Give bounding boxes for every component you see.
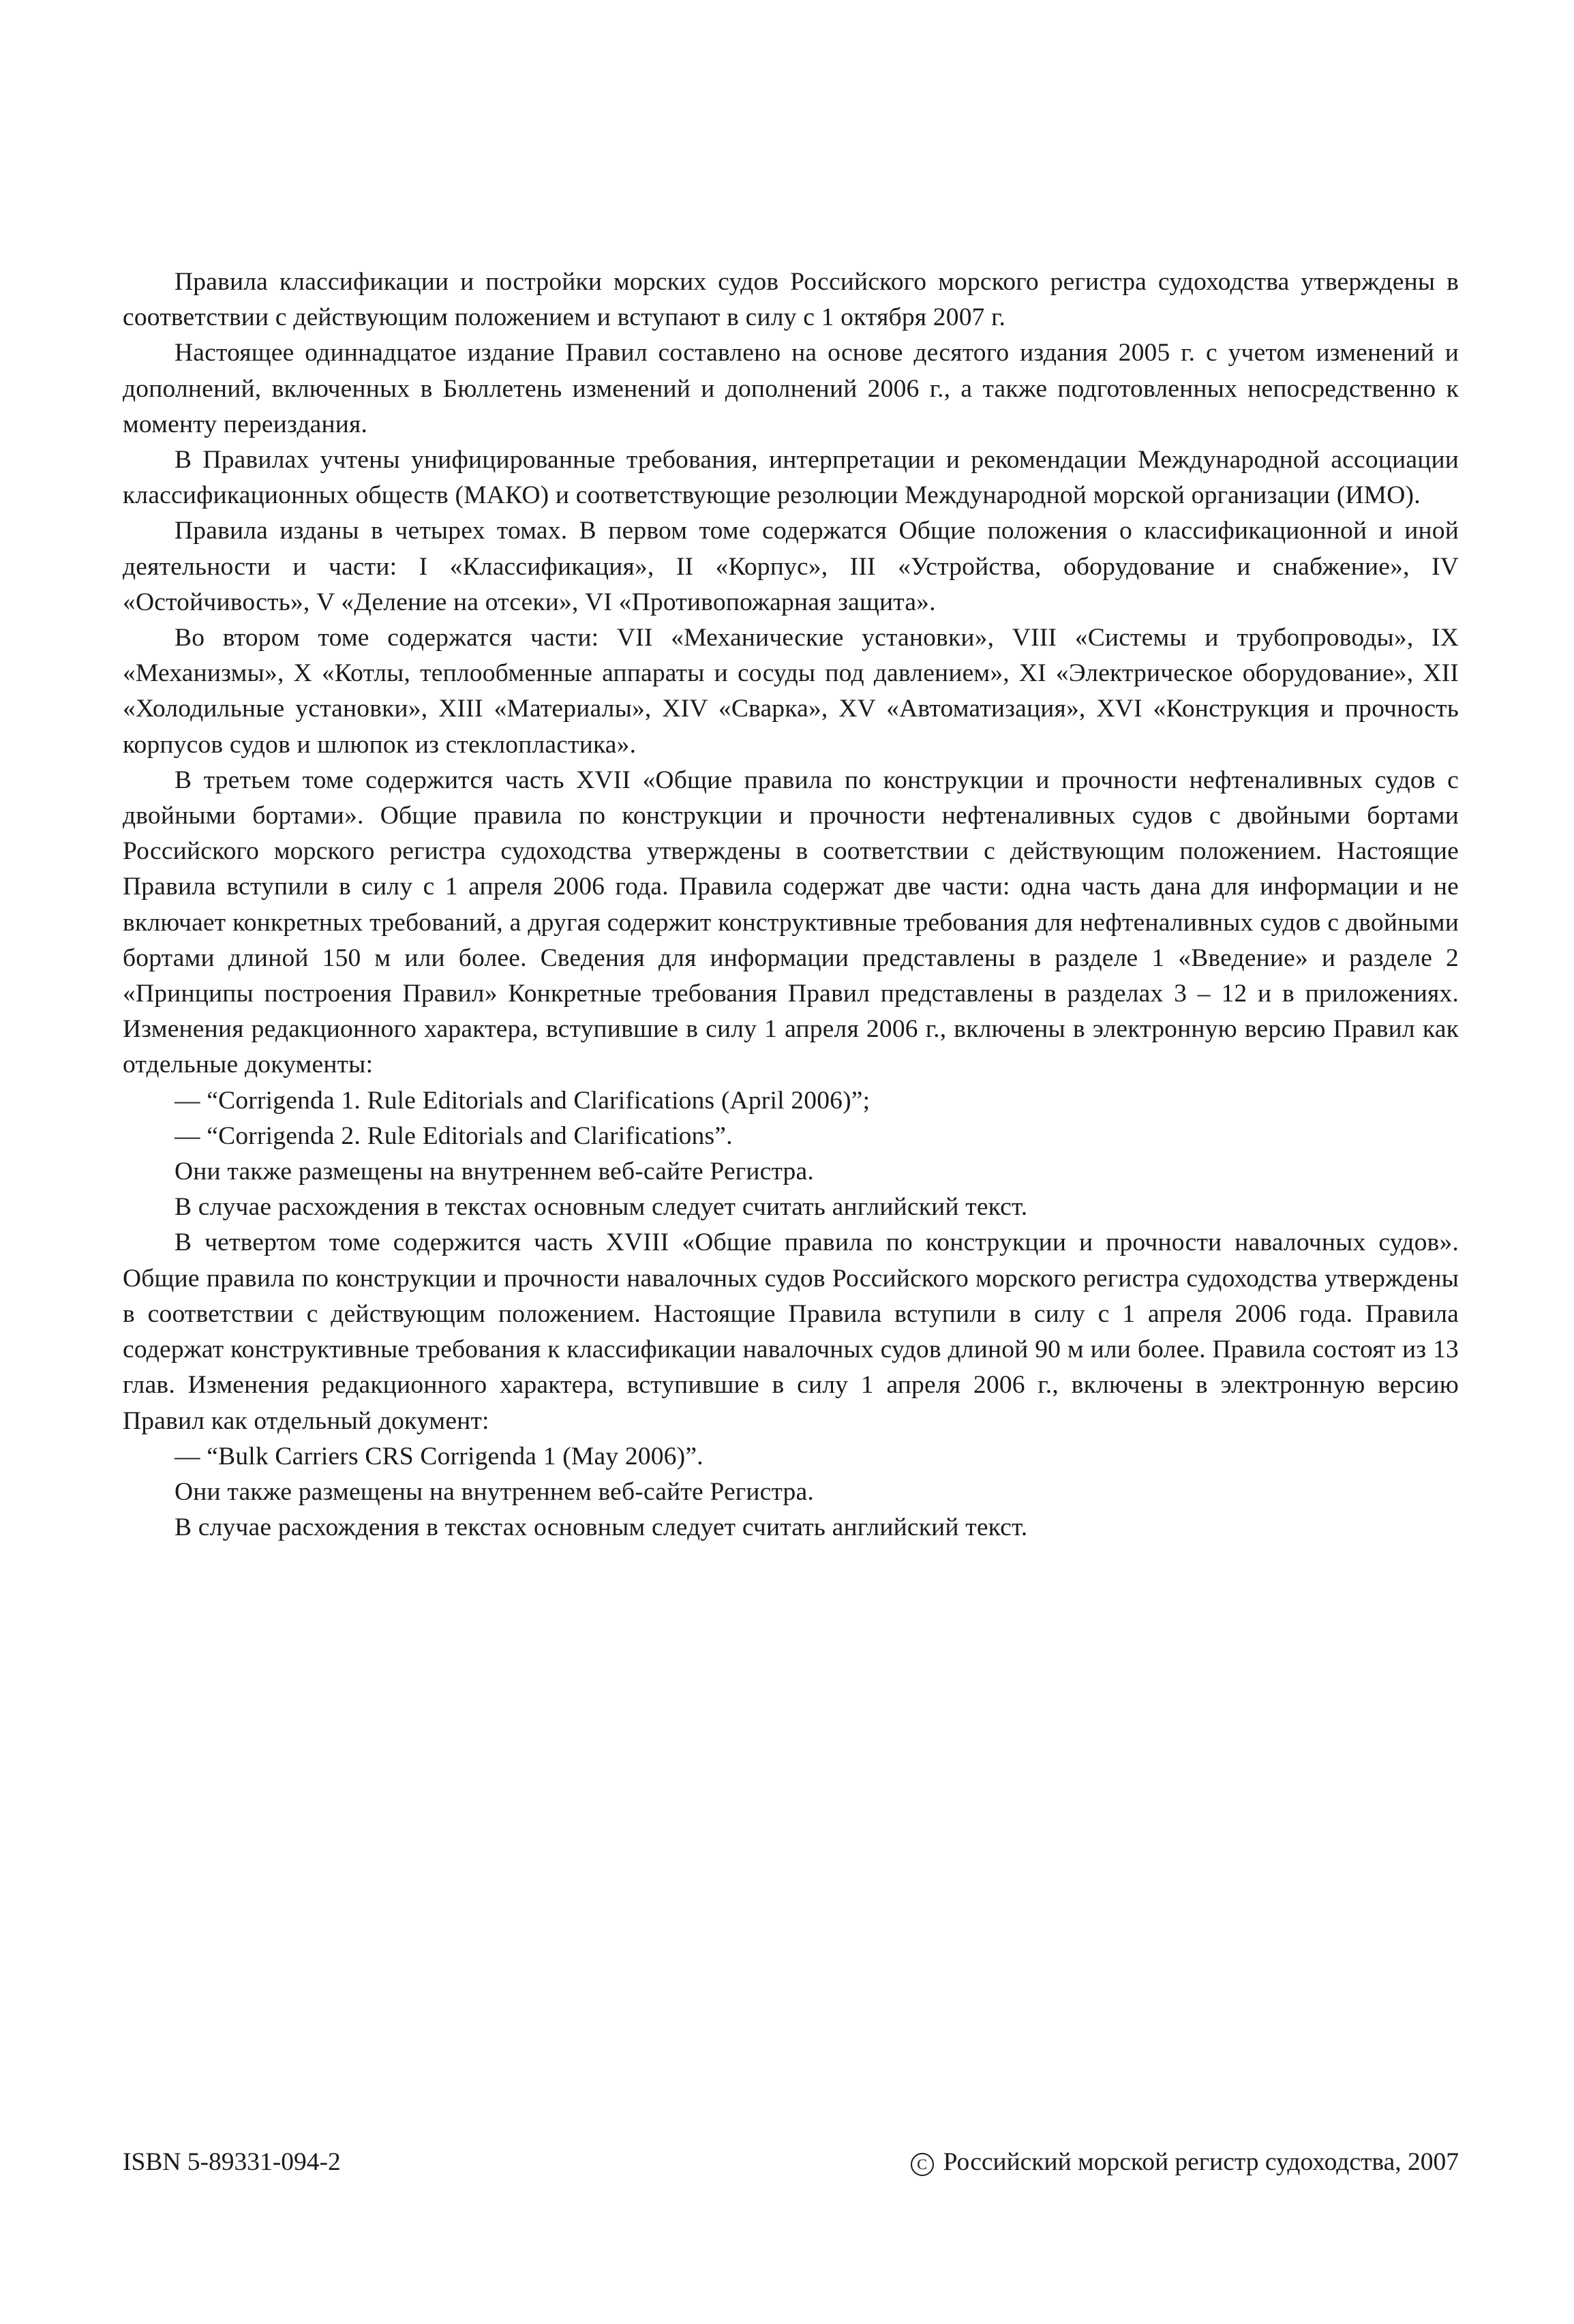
preface-body	[123, 265, 1459, 1545]
paragraph-language-note: В случае расхождения в текстах основным следует считать английский текст.	[175, 1193, 1028, 1222]
paragraph-language-note-2: В случае расхождения в текстах основным следует считать английский текст.	[175, 1513, 1028, 1542]
list-item-corrigenda-2: — “Corrigenda 2. Rule Editorials and Clarifications”.	[175, 1121, 733, 1150]
copyright-notice	[911, 2146, 1459, 2179]
paragraph-volume-4: В четвертом томе содержится часть XVIII «Общие правила по конструкции и прочности навалочных судов». Общие правила по конструкции и прочности навалочных судов Российского морского регистра судоходства утверждены в соответствии с действующим положением. Настоящие Правила вступили в силу с 1 апреля 2006 года. Правила содержат конструктивные требования к классификации навалочных судов длиной 90 м или более. Правила состоят из 13 глав. Изменения редакционного характера, вступившие в силу 1 апреля 2006 г., включены в электронную версию Правил как отдельный документ:	[123, 1228, 1459, 1435]
list-item-bulk-carriers-corrigenda: — “Bulk Carriers CRS Corrigenda 1 (May 2006)”.	[175, 1442, 703, 1470]
paragraph-website-note-2: Они также размещены на внутреннем веб-сайте Регистра.	[175, 1477, 814, 1506]
list-item-corrigenda-1: — “Corrigenda 1. Rule Editorials and Clarifications (April 2006)”;	[175, 1086, 871, 1115]
copyright-icon: C	[911, 2153, 934, 2176]
paragraph-iacs-imo: В Правилах учтены унифицированные требования, интерпретации и рекомендации Международной ассоциации классификационных обществ (МАКО) и соответствующие резолюции Международной морской организации (ИМО).	[123, 446, 1459, 510]
paragraph-volume-2: Во втором томе содержатся части: VII «Механические установки», VIII «Системы и трубопроводы», IX «Механизмы», X «Котлы, теплообменные аппараты и сосуды под давлением», XI «Электрическое оборудование», XII «Холодильные установки», XIII «Материалы», XIV «Сварка», XV «Автоматизация», XVI «Конструкция и прочность корпусов судов и шлюпок из стеклопластика».	[123, 624, 1459, 759]
paragraph-effective-date: Правила классификации и постройки морских судов Российского морского регистра судоходства утверждены в соответствии с действующим положением и вступают в силу с 1 октября 2007 г.	[123, 268, 1459, 332]
copyright-text: Российский морской регистр судоходства, 2007	[943, 2148, 1459, 2176]
paragraph-website-note: Они также размещены на внутреннем веб-сайте Регистра.	[175, 1158, 814, 1186]
paragraph-edition: Настоящее одиннадцатое издание Правил составлено на основе десятого издания 2005 г. с учетом изменений и дополнений, включенных в Бюллетень изменений и дополнений 2006 г., а также подготовленных непосредственно к моменту переиздания.	[123, 339, 1459, 438]
paragraph-volume-1: Правила изданы в четырех томах. В первом томе содержатся Общие положения о классификационной и иной деятельности и части: I «Классификация», II «Корпус», III «Устройства, оборудование и снабжение», IV «Остойчивость», V «Деление на отсеки», VI «Противопожарная защита».	[123, 517, 1459, 616]
isbn-number: ISBN 5-89331-094-2	[123, 2148, 341, 2176]
paragraph-volume-3: В третьем томе содержится часть XVII «Общие правила по конструкции и прочности нефтеналивных судов с двойными бортами». Общие правила по конструкции и прочности нефтеналивных судов с двойными бортами Российского морского регистра судоходства утверждены в соответствии с действующим положением. Настоящие Правила вступили в силу с 1 апреля 2006 года. Правила содержат две части: одна часть дана для информации и не включает конкретных требований, а другая содержит конструктивные требования для нефтеналивных судов с двойными бортами длиной 150 м или более. Сведения для информации представлены в разделе 1 «Введение» и разделе 2 «Принципы построения Правил» Конкретные требования Правил представлены в разделах 3 – 12 и в приложениях. Изменения редакционного характера, вступившие в силу 1 апреля 2006 г., включены в электронную версию Правил как отдельные документы:	[123, 766, 1459, 1079]
